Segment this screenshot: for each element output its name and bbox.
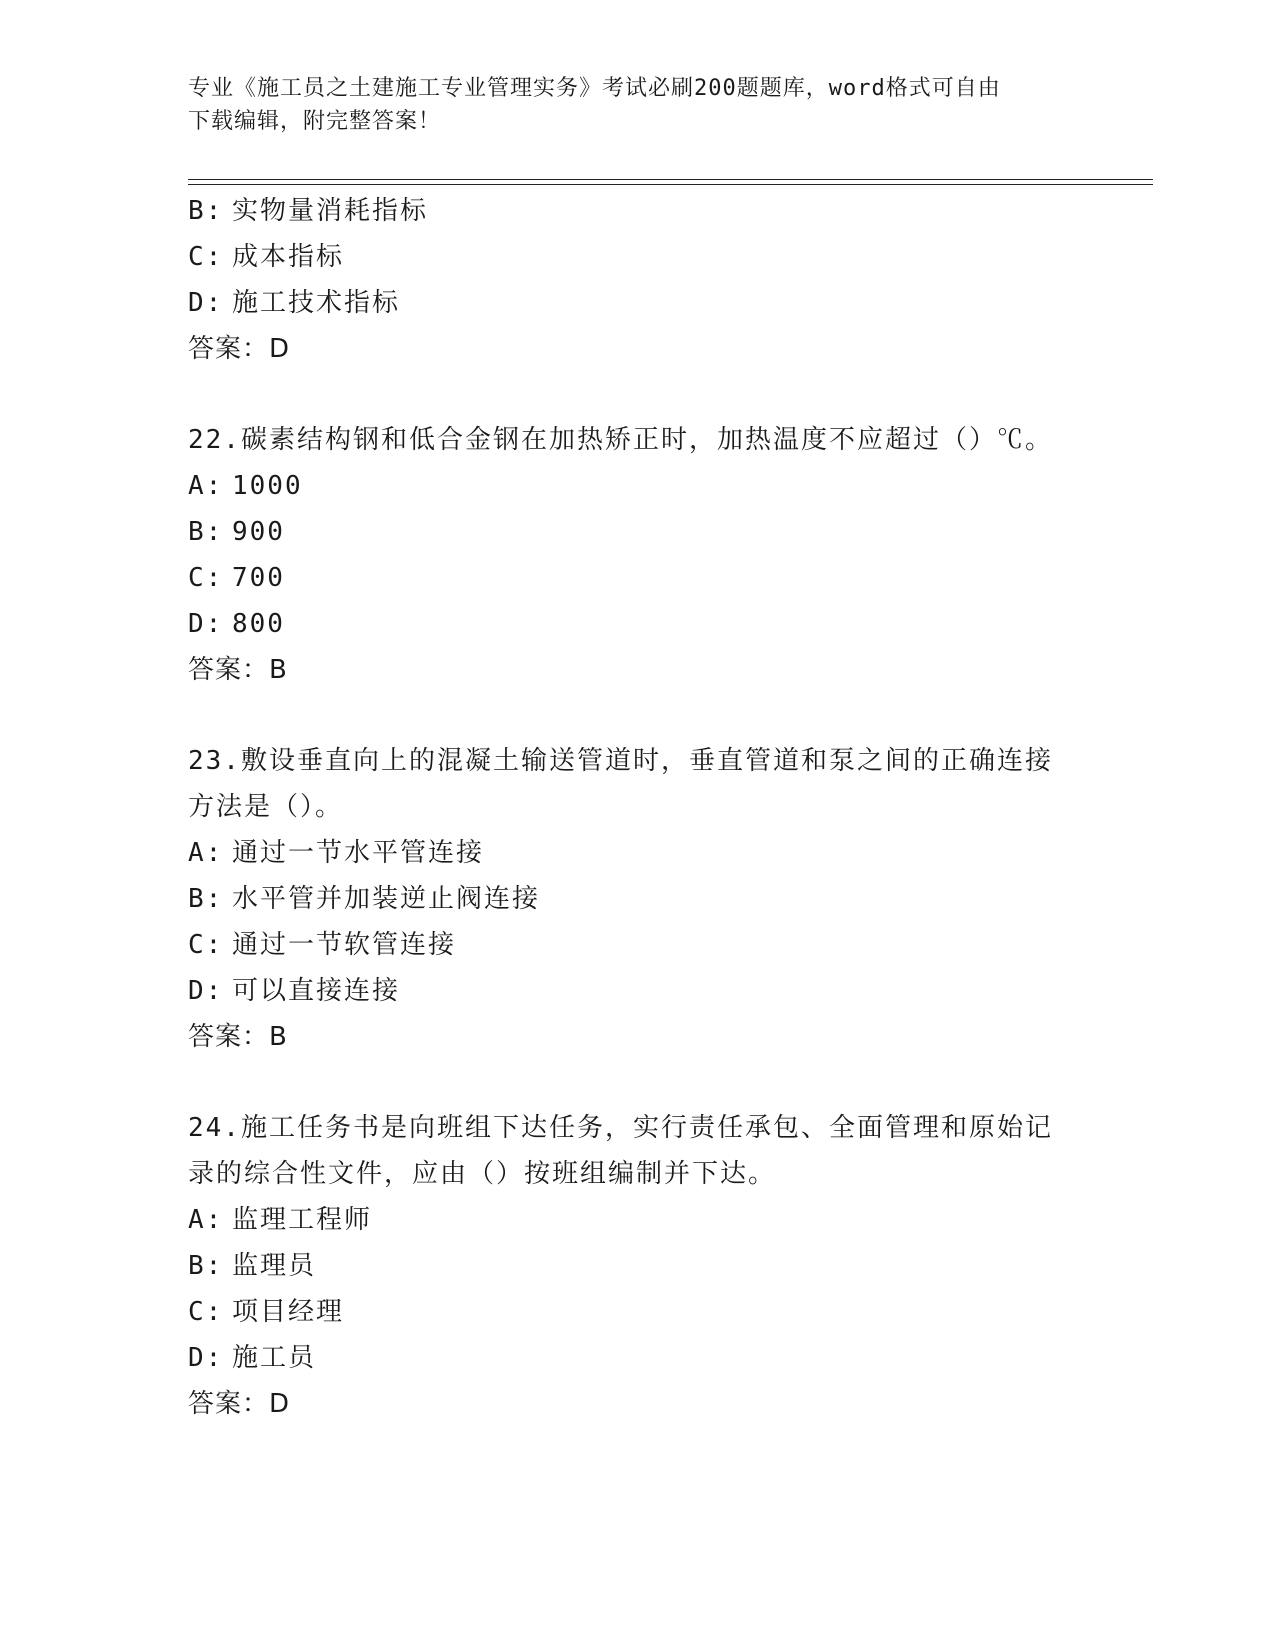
option-c — [188, 234, 1088, 280]
option-a — [188, 830, 1088, 876]
option-letter: D: — [188, 1343, 224, 1373]
option-letter: B: — [188, 196, 224, 226]
option-a — [188, 463, 1088, 509]
option-text: 施工员 — [232, 1343, 317, 1373]
option-letter: D: — [188, 288, 224, 318]
option-letter: C: — [188, 1297, 224, 1327]
header-line-1: 专业《施工员之土建施工专业管理实务》考试必刷200题题库，word格式可自由 — [188, 76, 1001, 101]
option-letter: D: — [188, 609, 224, 639]
option-text: 监理员 — [232, 1251, 317, 1281]
option-b — [188, 509, 1088, 555]
document-header — [188, 72, 1088, 138]
header-line-2: 下载编辑，附完整答案！ — [188, 109, 442, 134]
option-text: 通过一节软管连接 — [232, 930, 457, 960]
header-divider-top — [188, 179, 1153, 180]
question-text: 22.碳素结构钢和低合金钢在加热矫正时，加热温度不应超过（）℃。 — [188, 425, 1053, 455]
option-letter: A: — [188, 471, 224, 501]
option-letter: A: — [188, 1205, 224, 1235]
option-b — [188, 1243, 1088, 1289]
answer-line: 答案：B — [188, 1022, 288, 1052]
option-b — [188, 876, 1088, 922]
option-text: 实物量消耗指标 — [232, 196, 429, 226]
option-a — [188, 1197, 1088, 1243]
question-22 — [188, 417, 1088, 693]
option-d — [188, 1335, 1088, 1381]
question-23 — [188, 738, 1088, 1060]
option-text: 可以直接连接 — [232, 976, 401, 1006]
option-text: 项目经理 — [232, 1297, 345, 1327]
option-d — [188, 968, 1088, 1014]
option-d — [188, 280, 1088, 326]
option-text: 成本指标 — [232, 242, 345, 272]
option-d — [188, 601, 1088, 647]
question-list — [188, 188, 1088, 1427]
question-24 — [188, 1105, 1088, 1427]
option-c — [188, 555, 1088, 601]
option-c — [188, 1289, 1088, 1335]
option-letter: C: — [188, 563, 224, 593]
option-letter: C: — [188, 242, 224, 272]
answer-line: 答案：D — [188, 1389, 291, 1419]
question-text-line-2: 方法是（）。 — [188, 792, 344, 822]
option-text: 700 — [232, 563, 285, 593]
option-letter: C: — [188, 930, 224, 960]
question-21 — [188, 188, 1088, 372]
answer-line: 答案：B — [188, 655, 288, 685]
option-text: 通过一节水平管连接 — [232, 838, 485, 868]
option-b — [188, 188, 1088, 234]
question-text-line-2: 录的综合性文件，应由（）按班组编制并下达。 — [188, 1159, 777, 1189]
question-text-line-1: 23.敷设垂直向上的混凝土输送管道时，垂直管道和泵之间的正确连接 — [188, 746, 1053, 776]
option-text: 1000 — [232, 471, 303, 501]
option-text: 800 — [232, 609, 285, 639]
option-letter: A: — [188, 838, 224, 868]
option-text: 监理工程师 — [232, 1205, 373, 1235]
option-c — [188, 922, 1088, 968]
answer-line: 答案：D — [188, 334, 291, 364]
option-text: 水平管并加装逆止阀连接 — [232, 884, 541, 914]
option-text: 施工技术指标 — [232, 288, 401, 318]
header-divider-bottom — [188, 184, 1153, 185]
option-letter: D: — [188, 976, 224, 1006]
option-text: 900 — [232, 517, 285, 547]
option-letter: B: — [188, 517, 224, 547]
question-text-line-1: 24.施工任务书是向班组下达任务，实行责任承包、全面管理和原始记 — [188, 1113, 1053, 1143]
option-letter: B: — [188, 1251, 224, 1281]
option-letter: B: — [188, 884, 224, 914]
